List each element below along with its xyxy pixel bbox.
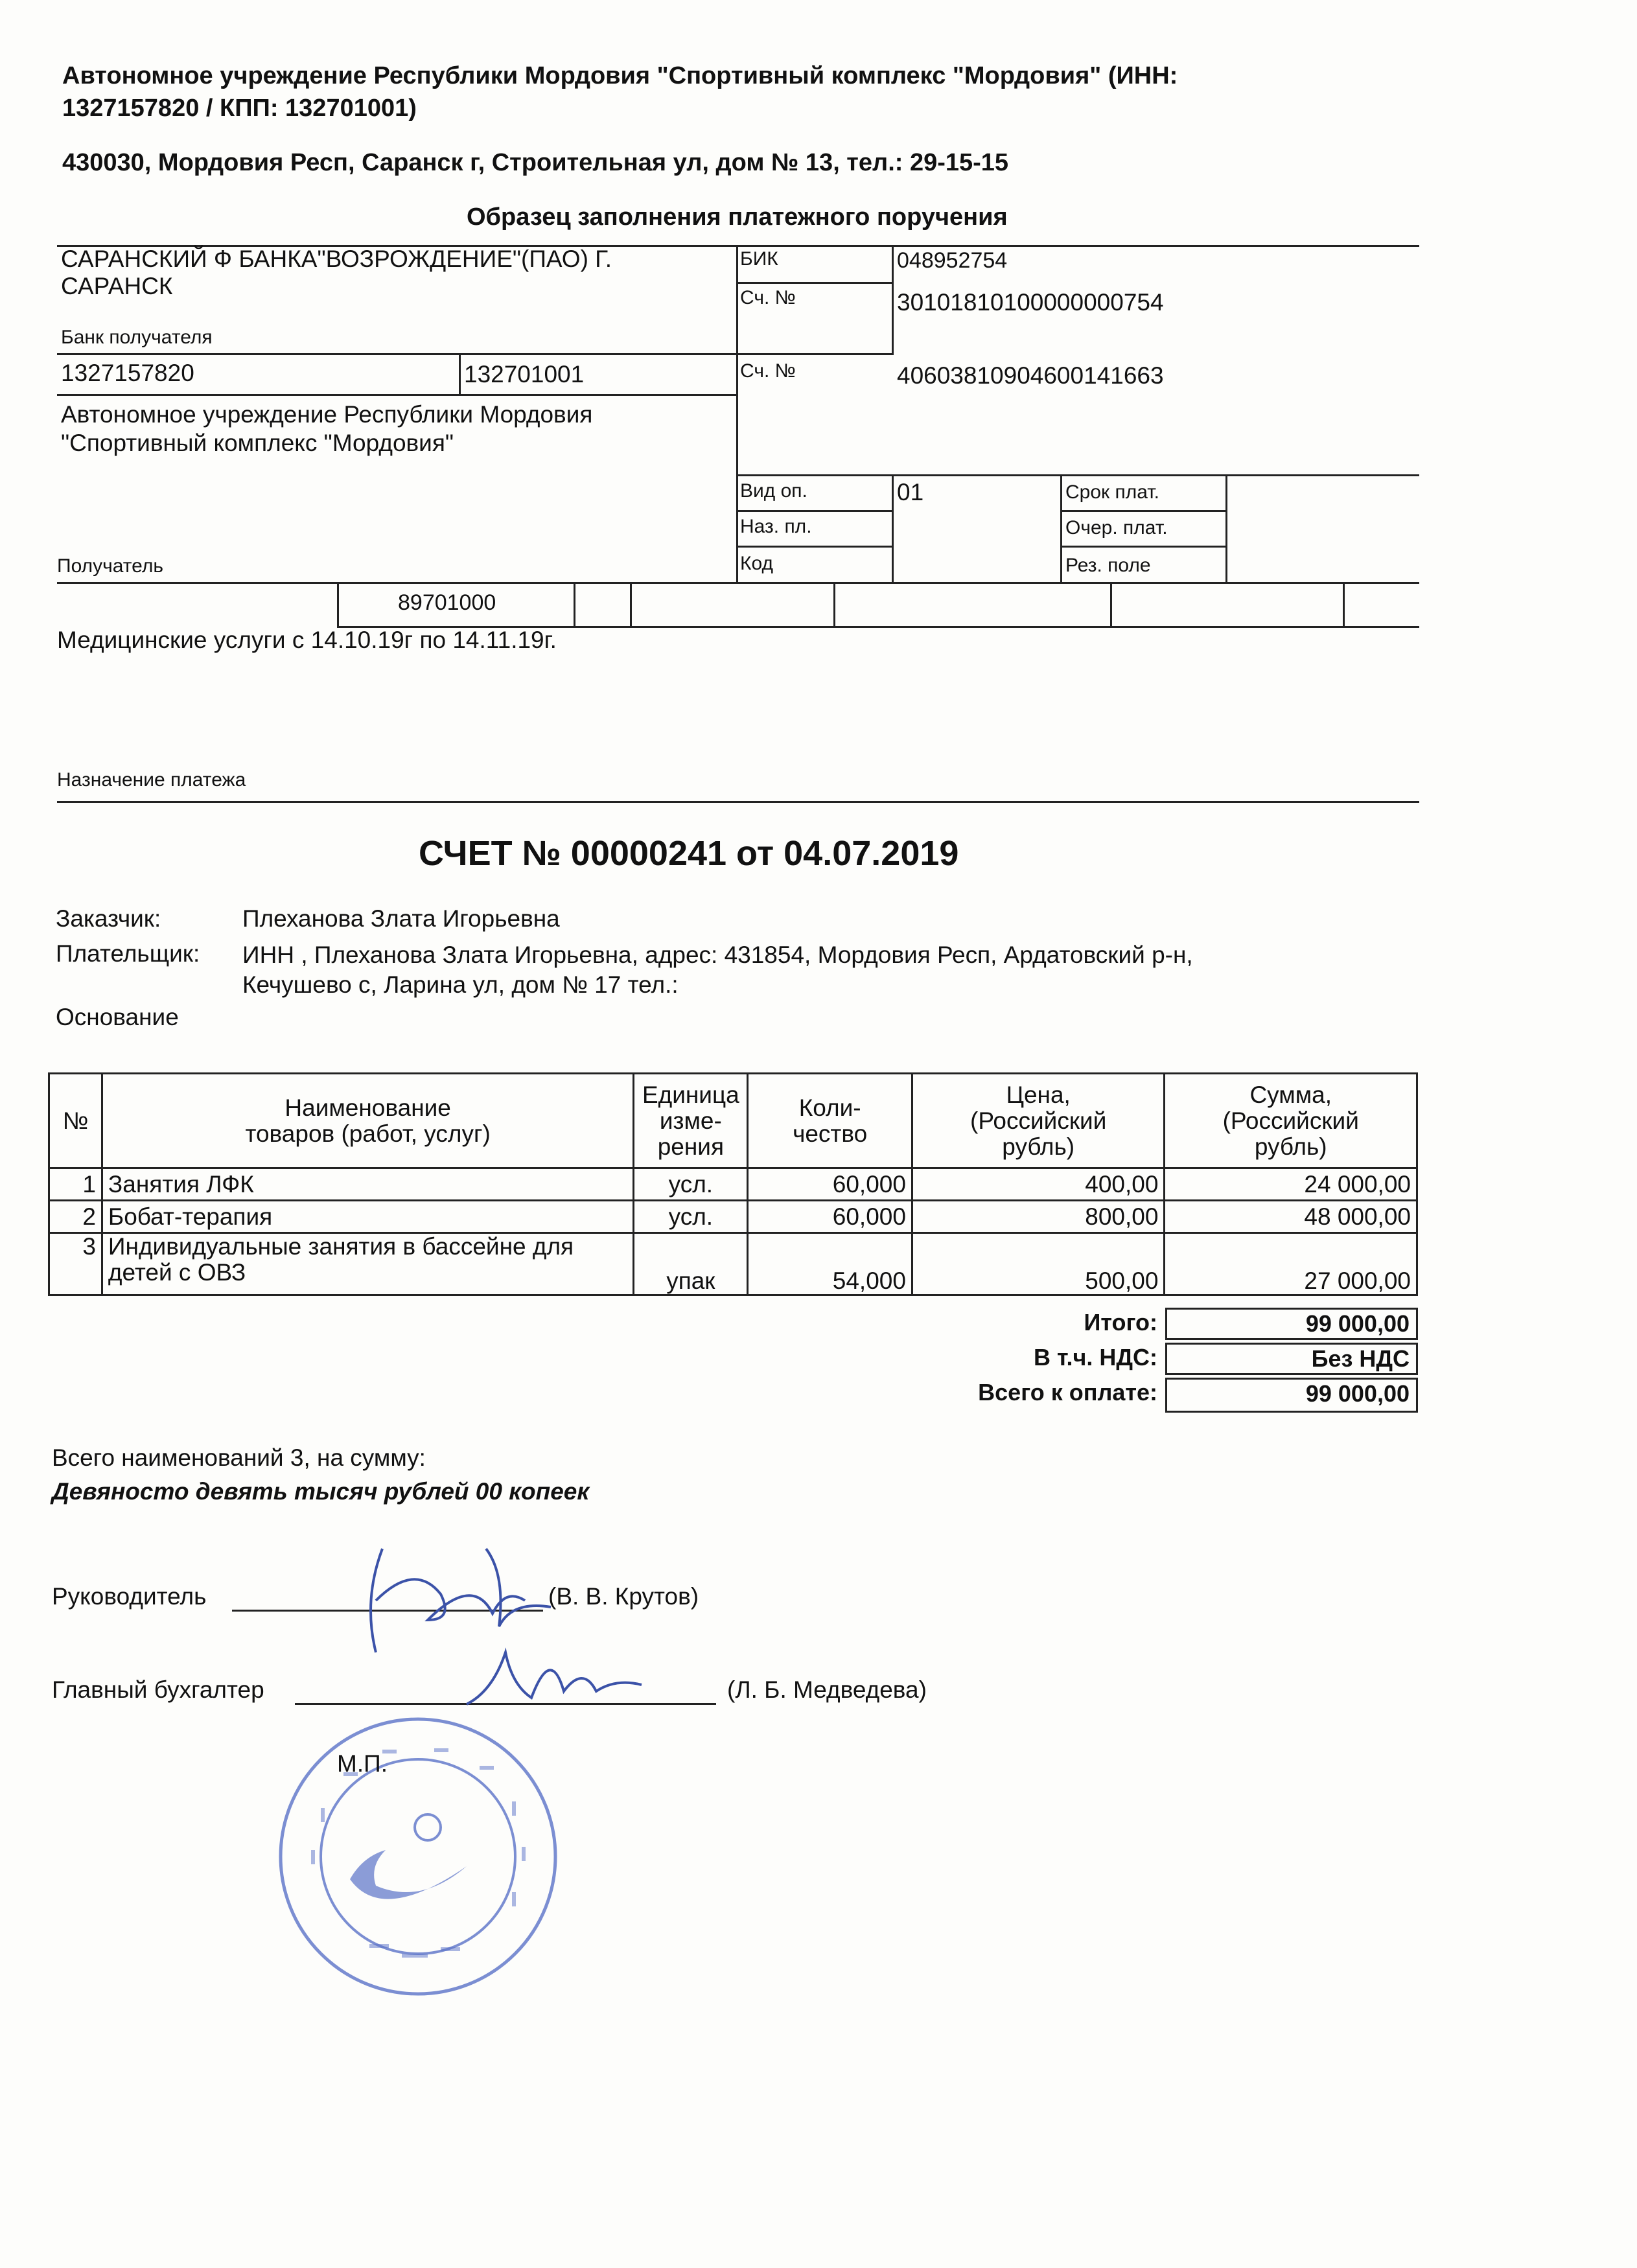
account-value: 40603810904600141663	[897, 362, 1164, 389]
purpose-underline	[57, 801, 1419, 803]
accountant-label: Главный бухгалтер	[52, 1676, 264, 1703]
grid-line	[833, 582, 835, 627]
bank-label: Банк получателя	[61, 327, 213, 348]
stamp-mp-label: М.П.	[337, 1750, 388, 1777]
due-value: 99 000,00	[1165, 1378, 1418, 1413]
grid-line	[892, 474, 894, 582]
grid-line	[737, 510, 893, 512]
row-unit: усл.	[634, 1168, 748, 1201]
rez-label: Рез. поле	[1065, 555, 1151, 576]
table-header-row	[49, 1074, 1417, 1168]
invoice-title: СЧЕТ № 00000241 от 04.07.2019	[419, 834, 959, 873]
vid-op-label: Вид оп.	[740, 480, 807, 502]
grid-line	[1062, 510, 1227, 512]
payer-label: Плательщик:	[56, 940, 200, 967]
grid-line	[57, 582, 1419, 584]
grid-line	[737, 474, 1419, 476]
items-table	[48, 1072, 1418, 1296]
inn-value: 1327157820	[61, 360, 194, 386]
bik-value: 048952754	[897, 248, 1008, 273]
grid-line	[630, 582, 632, 627]
row-name: Индивидуальные занятия в бассейне для детей с ОВЗ	[102, 1233, 633, 1295]
payer-line2: Кечушево с, Ларина ул, дом № 17 тел.:	[242, 971, 679, 998]
grid-line	[1343, 582, 1345, 627]
row-name: Бобат-терапия	[102, 1201, 633, 1233]
grid-line	[1225, 474, 1227, 582]
grid-line	[1060, 474, 1062, 582]
organization-name-line2: 1327157820 / КПП: 132701001)	[62, 95, 417, 122]
amount-in-words: Девяносто девять тысяч рублей 00 копеек	[52, 1478, 590, 1505]
payment-sample-title: Образец заполнения платежного поручения	[467, 203, 1008, 231]
row-num: 1	[49, 1168, 102, 1201]
bank-name-line2: САРАНСК	[61, 273, 173, 299]
kpp-value: 132701001	[464, 361, 585, 388]
vat-value: Без НДС	[1165, 1343, 1418, 1375]
total-value: 99 000,00	[1165, 1308, 1418, 1340]
row-num: 3	[49, 1233, 102, 1295]
recipient-name-line2: "Спортивный комплекс "Мордовия"	[61, 430, 454, 456]
row-qty: 60,000	[748, 1201, 912, 1233]
grid-line	[459, 353, 461, 394]
row-sum: 48 000,00	[1165, 1201, 1417, 1233]
accountant-signature	[454, 1626, 648, 1724]
payment-purpose-text: Медицинские услуги с 14.10.19г по 14.11.19г.	[57, 627, 557, 653]
grid-line	[574, 582, 575, 627]
organization-address: 430030, Мордовия Респ, Саранск г, Строительная ул, дом № 13, тел.: 29-15-15	[62, 149, 1009, 176]
row-num: 2	[49, 1201, 102, 1233]
row-unit: усл.	[634, 1201, 748, 1233]
row-unit: упак	[634, 1233, 748, 1295]
grid-line	[737, 546, 893, 548]
table-row	[49, 1201, 1417, 1233]
header-price: Цена, (Российский рубль)	[912, 1074, 1165, 1168]
head-name: (В. В. Крутов)	[548, 1583, 699, 1610]
grid-line	[1062, 546, 1227, 548]
grid-line	[737, 282, 893, 284]
grid-line	[337, 582, 339, 627]
row-price: 500,00	[912, 1233, 1165, 1295]
organization-name-line1: Автономное учреждение Республики Мордовия "Спортивный комплекс "Мордовия" (ИНН:	[62, 62, 1178, 89]
header-unit: Единица изме- рения	[634, 1074, 748, 1168]
header-sum: Сумма, (Российский рубль)	[1165, 1074, 1417, 1168]
bik-label: БИК	[740, 248, 778, 270]
table-row	[49, 1168, 1417, 1201]
row-sum: 24 000,00	[1165, 1168, 1417, 1201]
customer-value: Плеханова Злата Игорьевна	[242, 905, 560, 932]
srok-label: Срок плат.	[1065, 481, 1160, 503]
grid-line	[1110, 582, 1112, 627]
ocher-label: Очер. плат.	[1065, 517, 1168, 538]
kod-label: Код	[740, 553, 774, 574]
payer-line1: ИНН , Плеханова Злата Игорьевна, адрес: 431854, Мордовия Респ, Ардатовский р-н,	[242, 942, 1193, 968]
organization-stamp	[272, 1711, 564, 2002]
grid-line	[57, 394, 737, 396]
recipient-name-line1: Автономное учреждение Республики Мордовия	[61, 401, 593, 428]
bank-name-line1: САРАНСКИЙ Ф БАНКА"ВОЗРОЖДЕНИЕ"(ПАО) Г.	[61, 246, 612, 272]
table-row	[49, 1233, 1417, 1295]
customer-label: Заказчик:	[56, 905, 161, 932]
corr-account-value: 30101810100000000754	[897, 289, 1164, 316]
corr-account-label: Сч. №	[740, 287, 796, 308]
row-sum: 27 000,00	[1165, 1233, 1417, 1295]
naz-pl-label: Наз. пл.	[740, 516, 812, 537]
header-name: Наименование товаров (работ, услуг)	[102, 1074, 633, 1168]
basis-label: Основание	[56, 1004, 179, 1030]
payment-purpose-label: Назначение платежа	[57, 769, 246, 791]
recipient-label: Получатель	[57, 555, 163, 577]
head-label: Руководитель	[52, 1583, 207, 1610]
vid-op-value: 01	[897, 479, 924, 505]
grid-line	[892, 245, 894, 355]
oktmo-value: 89701000	[398, 590, 496, 615]
row-qty: 54,000	[748, 1233, 912, 1295]
total-label: Итого:	[1084, 1309, 1157, 1336]
row-price: 800,00	[912, 1201, 1165, 1233]
grid-line	[57, 353, 893, 355]
items-count-line: Всего наименований 3, на сумму:	[52, 1444, 426, 1471]
header-qty: Коли- чество	[748, 1074, 912, 1168]
row-price: 400,00	[912, 1168, 1165, 1201]
accountant-name: (Л. Б. Медведева)	[727, 1676, 927, 1703]
row-qty: 60,000	[748, 1168, 912, 1201]
grid-line	[736, 245, 738, 582]
header-num: №	[49, 1074, 102, 1168]
row-name: Занятия ЛФК	[102, 1168, 633, 1201]
due-label: Всего к оплате:	[978, 1379, 1157, 1406]
account-label: Сч. №	[740, 360, 796, 382]
vat-label: В т.ч. НДС:	[1033, 1344, 1157, 1371]
